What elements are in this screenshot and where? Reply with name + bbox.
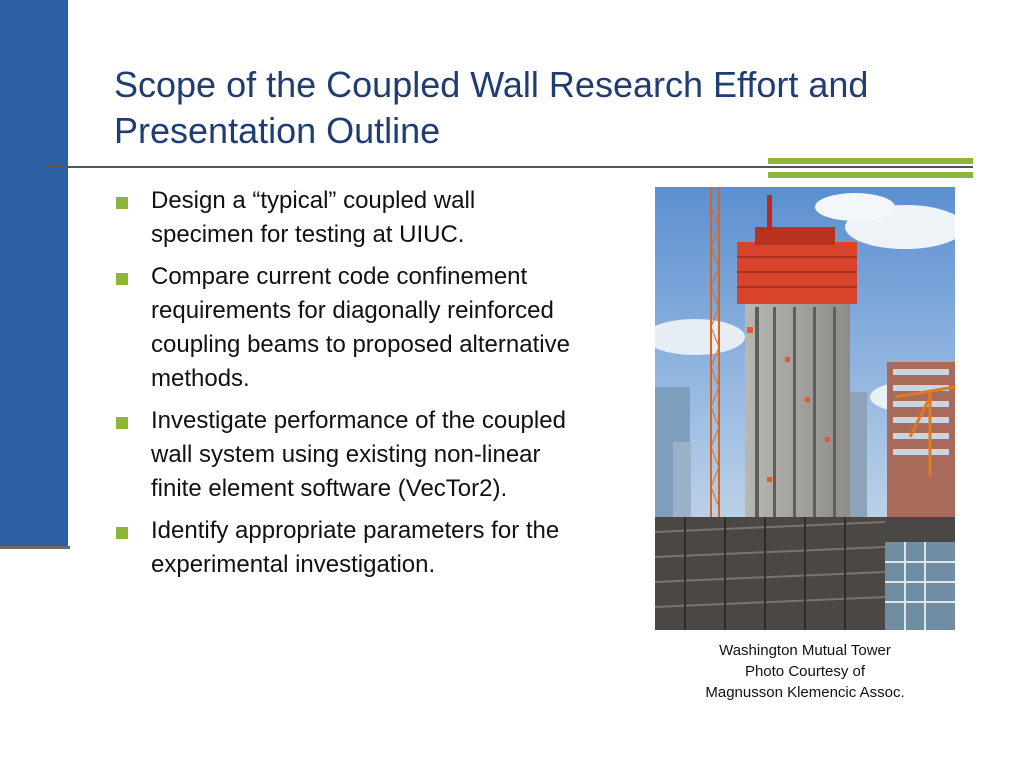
left-color-band [0,0,68,546]
caption-line: Magnusson Klemencic Assoc. [705,684,905,701]
bullet-item [114,184,584,252]
square-bullet-icon [116,197,128,209]
caption-line: Photo Courtesy of [744,663,866,680]
bullet-text: Investigate performance of the coupled wall system using existing non-linear finite element software (VecTor2). [151,407,566,502]
bullet-item [114,404,584,506]
bullet-text: Identify appropriate parameters for the experimental investigation. [151,517,560,578]
accent-bar-bottom [768,172,973,178]
title-divider [42,166,973,168]
square-bullet-icon [116,417,128,429]
caption-line: Washington Mutual Tower [719,642,891,659]
left-band-shadow [0,546,70,549]
bullet-text: Design a “typical” coupled wall specimen for testing at UIUC. [151,187,476,248]
bullet-list [114,184,584,590]
photo-caption [655,640,955,703]
bullet-item [114,514,584,582]
slide-title: Scope of the Coupled Wall Research Effort and Presentation Outline [114,64,869,151]
square-bullet-icon [116,273,128,285]
bullet-item [114,260,584,396]
bullet-text: Compare current code confinement requirements for diagonally reinforced coupling beams to proposed alternative methods. [151,263,570,392]
square-bullet-icon [116,527,128,539]
accent-bar-top [768,158,973,164]
tower-construction-photo [655,187,955,630]
